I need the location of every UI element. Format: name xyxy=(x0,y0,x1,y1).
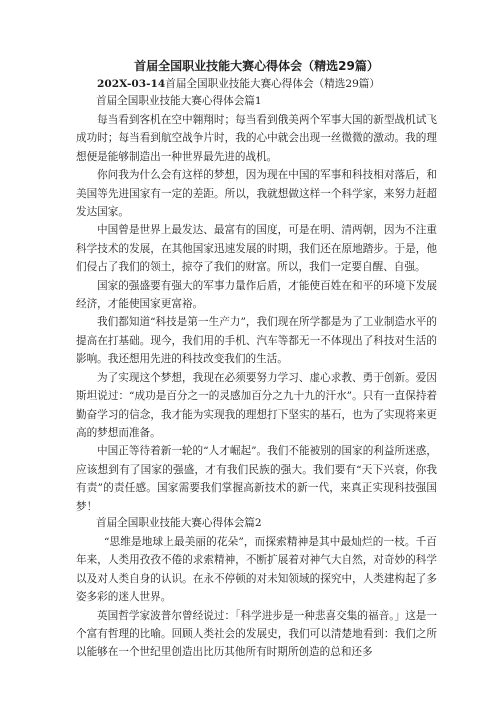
document-meta xyxy=(97,77,437,92)
section-heading-2: 首届全国职业技能大赛心得体会篇2 xyxy=(96,516,262,529)
meta-date: 202X-03-14 xyxy=(97,78,166,90)
paragraph: 国家的强盛要有强大的军事力量作后盾，才能使百姓在和平的环境下发展经济，才能使国家更富裕。 xyxy=(76,279,437,311)
document-title: 首届全国职业技能大赛心得体会（精选29篇） xyxy=(134,59,379,73)
paragraph: 中国正等待着新一轮的“人才崛起”。我们不能被别的国家的利益所迷惑，应该想到有了国家的强盛，才有我们民族的强大。我们要有“天下兴衰，你我有责”的责任感。国家需要我们掌握高新技术的新一代，来真正实现科技强国梦！ xyxy=(76,445,437,513)
paragraph: 为了实现这个梦想，我现在必须要努力学习、虚心求教、勇于创新。爱因斯坦说过：“成功是百分之一的灵感加百分之九十九的汗水”。只有一直保持着勤奋学习的信念，我才能为实现我的理想打下坚实的基石，也为了实现将来更高的梦想而准备。 xyxy=(76,371,437,439)
meta-text: 首届全国职业技能大赛心得体会（精选29篇） xyxy=(165,78,380,90)
paragraph: 中国曾是世界上最发达、最富有的国度，可是在明、清两朝，因为不注重科学技术的发展，在其他国家迅速发展的时期，我们还在原地踏步。于是，他们侵占了我们的领土，掠夺了我们的财富。所以，我们一定要自醒、自强。 xyxy=(76,224,437,274)
section-heading-1: 首届全国职业技能大赛心得体会篇1 xyxy=(96,95,262,107)
paragraph: 每当看到客机在空中翱翔时；每当看到俄美两个军事大国的新型战机试飞成功时；每当看到航空战争片时，我的心中就会出现一丝微微的激动。我的理想便是能够制造出一种世界最先进的战机。 xyxy=(76,114,437,163)
paragraph: 我们都知道“科技是第一生产力”，我们现在所学都是为了工业制造水平的提高在打基础。现今，我们用的手机、汽车等都无一不体现出了科技对生活的影响。我还想用先进的科技改变我们的生活。 xyxy=(76,316,437,366)
paragraph: 你问我为什么会有这样的梦想，因为现在中国的军事和科技相对落后，和美国等先进国家有一定的差距。所以，我就想做这样一个科学家，来努力赶超发达国家。 xyxy=(76,169,437,219)
paragraph: 英国哲学家波普尔曾经说过：「科学进步是一种悲喜交集的福音。」这是一个富有哲理的比喻。回顾人类社会的发展史，我们可以清楚地看到：我们之所以能够在一个世纪里创造出比历其他所有时期所创造的总和还多 xyxy=(76,609,437,659)
paragraph: “思维是地球上最美丽的花朵”，而探索精神是其中最灿烂的一枝。千百年来，人类用孜孜不倦的求索精神，不断扩展着对神气大自然，对奇妙的科学以及对人类自身的认识。在永不停顿的对未知领域的探究中，人类建构起了多姿多彩的迷人世界。 xyxy=(76,535,437,604)
